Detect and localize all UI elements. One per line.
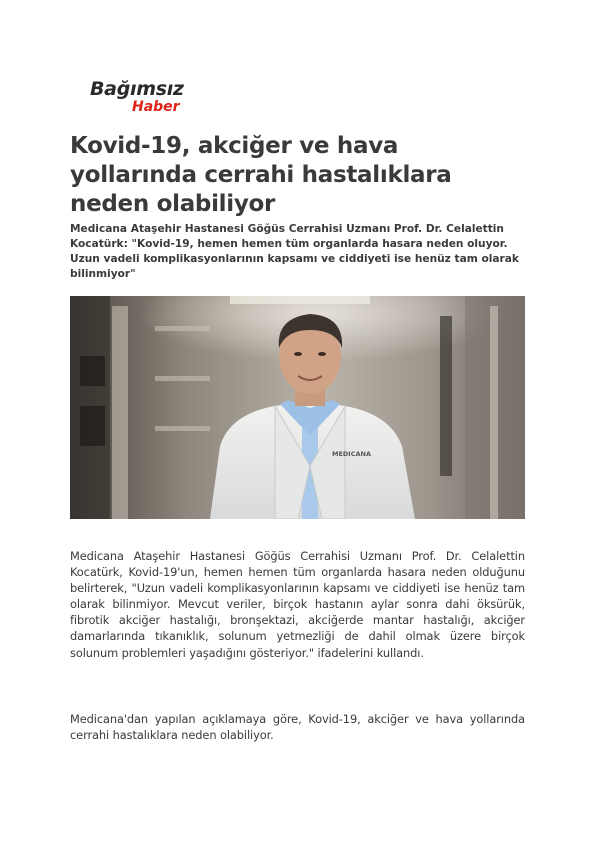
article-photo <box>70 296 525 519</box>
article-paragraph: Medicana Ataşehir Hastanesi Göğüs Cerrahisi Uzmanı Prof. Dr. Celalettin Kocatürk, Kovid-19'un, hemen hemen tüm organlarda hasara neden olduğunu belirterek, "Uzun vadeli komplikasyonlarının kapsamı ve ciddiyeti ise henüz tam olarak bilinmiyor. Mevcut veriler, birçok hastanın aylar sonra dahi öksürük, fibrotik akciğer hastalığı, bronşektazi, akciğerde mantar hastalığı, akciğer damarlarında tıkanıklık, solunum yetmezliği de dahil olmak üzere birçok solunum problemleri yaşadığını gösteriyor." ifadelerini kullandı. <box>70 549 525 660</box>
article-subtitle: Medicana Ataşehir Hastanesi Göğüs Cerrahisi Uzmanı Prof. Dr. Celalettin Kocatürk: "Kovid-19, hemen hemen tüm organlarda hasara neden oluyor. Uzun vadeli komplikasyonlarının kapsamı ve ciddiyeti ise henüz tam olarak bilinmiyor" <box>70 223 519 280</box>
publication-logo[interactable] <box>90 78 210 118</box>
logo-text-bagimsiz: Bağımsız <box>90 78 184 100</box>
article-paragraph: Medicana'dan yapılan açıklamaya göre, Kovid-19, akciğer ve hava yollarında cerrahi hastalıklara neden olabiliyor. <box>70 712 525 743</box>
article-title: Kovid-19, akciğer ve hava yollarında cerrahi hastalıklara neden olabiliyor <box>70 133 452 217</box>
logo-text-haber: Haber <box>132 99 180 115</box>
coat-embroidery: MEDICANA <box>332 450 371 458</box>
